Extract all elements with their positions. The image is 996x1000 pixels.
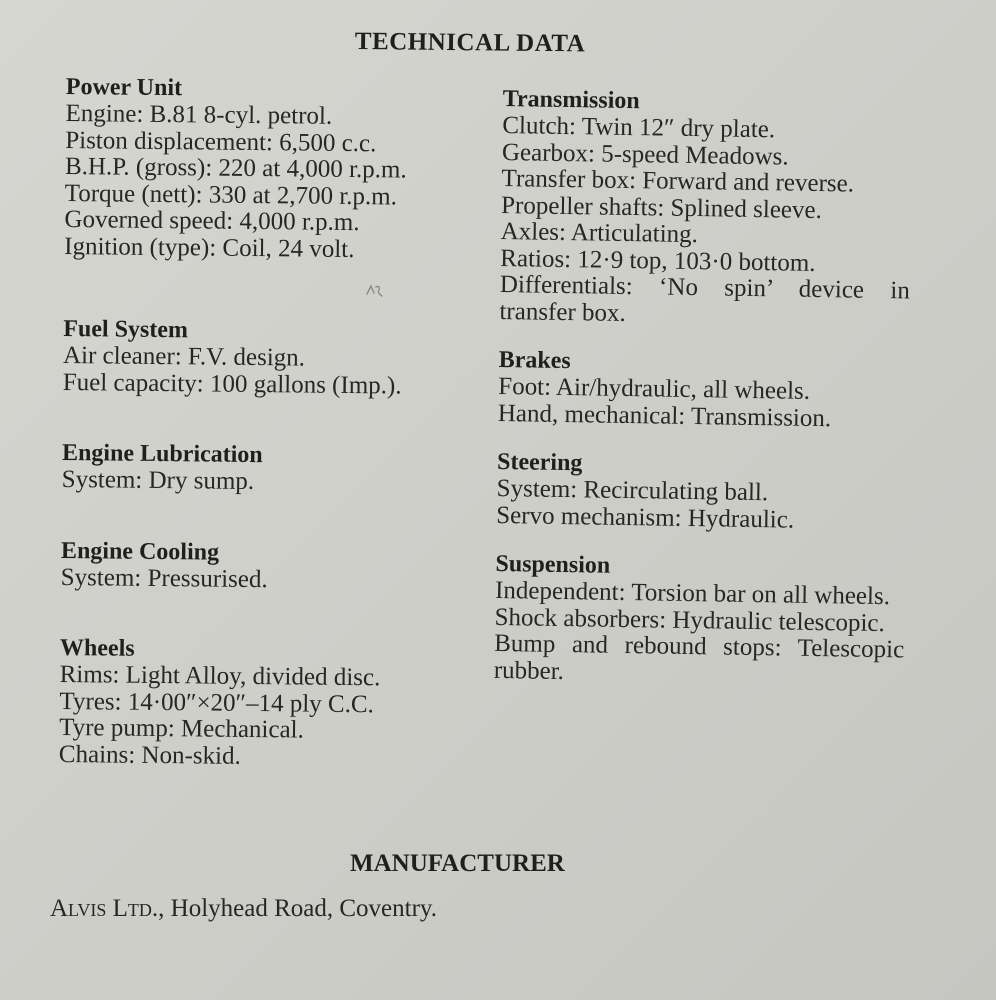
section-steering <box>496 449 907 535</box>
spec-line: Chains: Non-skid. <box>58 740 241 770</box>
manufacturer-address <box>50 895 437 923</box>
spec-line: Torque (nett): 330 at 2,700 r.p.m. <box>64 179 398 210</box>
section-heading: Suspension <box>495 550 611 579</box>
spec-line: Differentials: ‘No spin’ device in transfer box. <box>499 270 911 327</box>
section-fuel-system <box>63 316 524 401</box>
spec-line: Shock absorbers: Hydraulic telescopic. <box>494 603 885 637</box>
section-heading: Transmission <box>502 86 640 115</box>
spec-line: Engine: B.81 8-cyl. petrol. <box>65 99 333 130</box>
manufacturer-heading: MANUFACTURER <box>350 850 565 877</box>
section-heading: Fuel System <box>63 315 189 344</box>
manufacturer-name: Alvis Ltd. <box>50 895 159 922</box>
spec-line: Fuel capacity: 100 gallons (Imp.). <box>62 368 402 400</box>
spec-line: Piston displacement: 6,500 c.c. <box>65 126 377 157</box>
section-heading: Power Unit <box>65 74 183 102</box>
section-suspension <box>494 551 906 690</box>
left-column <box>59 74 526 773</box>
spec-line: Foot: Air/hydraulic, all wheels. <box>498 372 811 405</box>
section-engine-cooling <box>61 537 522 595</box>
spec-line: Ratios: 12·9 top, 103·0 bottom. <box>500 244 816 277</box>
section-power-unit <box>64 74 526 265</box>
spec-line: Tyres: 14·00″×20″–14 ply C.C. <box>59 687 374 718</box>
section-heading: Engine Lubrication <box>61 439 263 469</box>
section-heading: Engine Cooling <box>60 537 220 566</box>
spec-line: Gearbox: 5-speed Meadows. <box>501 138 789 170</box>
spec-line: Axles: Articulating. <box>500 217 699 249</box>
page-title: TECHNICAL DATA <box>354 28 586 58</box>
pencil-mark-icon <box>364 282 386 300</box>
spec-line: Tyre pump: Mechanical. <box>59 713 304 744</box>
section-heading: Wheels <box>59 634 135 662</box>
spec-line: System: Pressurised. <box>60 563 268 593</box>
spec-line: Air cleaner: F.V. design. <box>62 341 306 372</box>
spec-line: Rims: Light Alloy, divided disc. <box>59 660 381 692</box>
spec-line: Servo mechanism: Hydraulic. <box>496 501 795 534</box>
spec-line: Propeller shafts: Splined sleeve. <box>500 191 823 224</box>
spec-line: System: Recirculating ball. <box>496 474 769 507</box>
manufacturer-address-text: , Holyhead Road, Coventry. <box>158 895 438 922</box>
section-engine-lubrication <box>62 440 523 498</box>
section-brakes <box>498 347 909 433</box>
spec-line: Bump and rebound stops: Telescopic rubber. <box>493 629 905 685</box>
spec-line: Ignition (type): Coil, 24 volt. <box>64 232 355 263</box>
spec-line: Clutch: Twin 12″ dry plate. <box>502 111 776 144</box>
spec-line: B.H.P. (gross): 220 at 4,000 r.p.m. <box>64 152 407 184</box>
spec-line: Independent: Torsion bar on all wheels. <box>494 576 891 611</box>
section-wheels <box>59 635 520 773</box>
section-heading: Brakes <box>498 346 571 375</box>
spec-line: Transfer box: Forward and reverse. <box>501 164 855 198</box>
spec-line: Governed speed: 4,000 r.p.m. <box>64 205 360 237</box>
section-heading: Steering <box>496 448 583 477</box>
spec-line: System: Dry sump. <box>61 465 255 495</box>
section-transmission <box>499 86 913 331</box>
right-column <box>494 86 913 690</box>
spec-line: Hand, mechanical: Transmission. <box>497 399 832 432</box>
